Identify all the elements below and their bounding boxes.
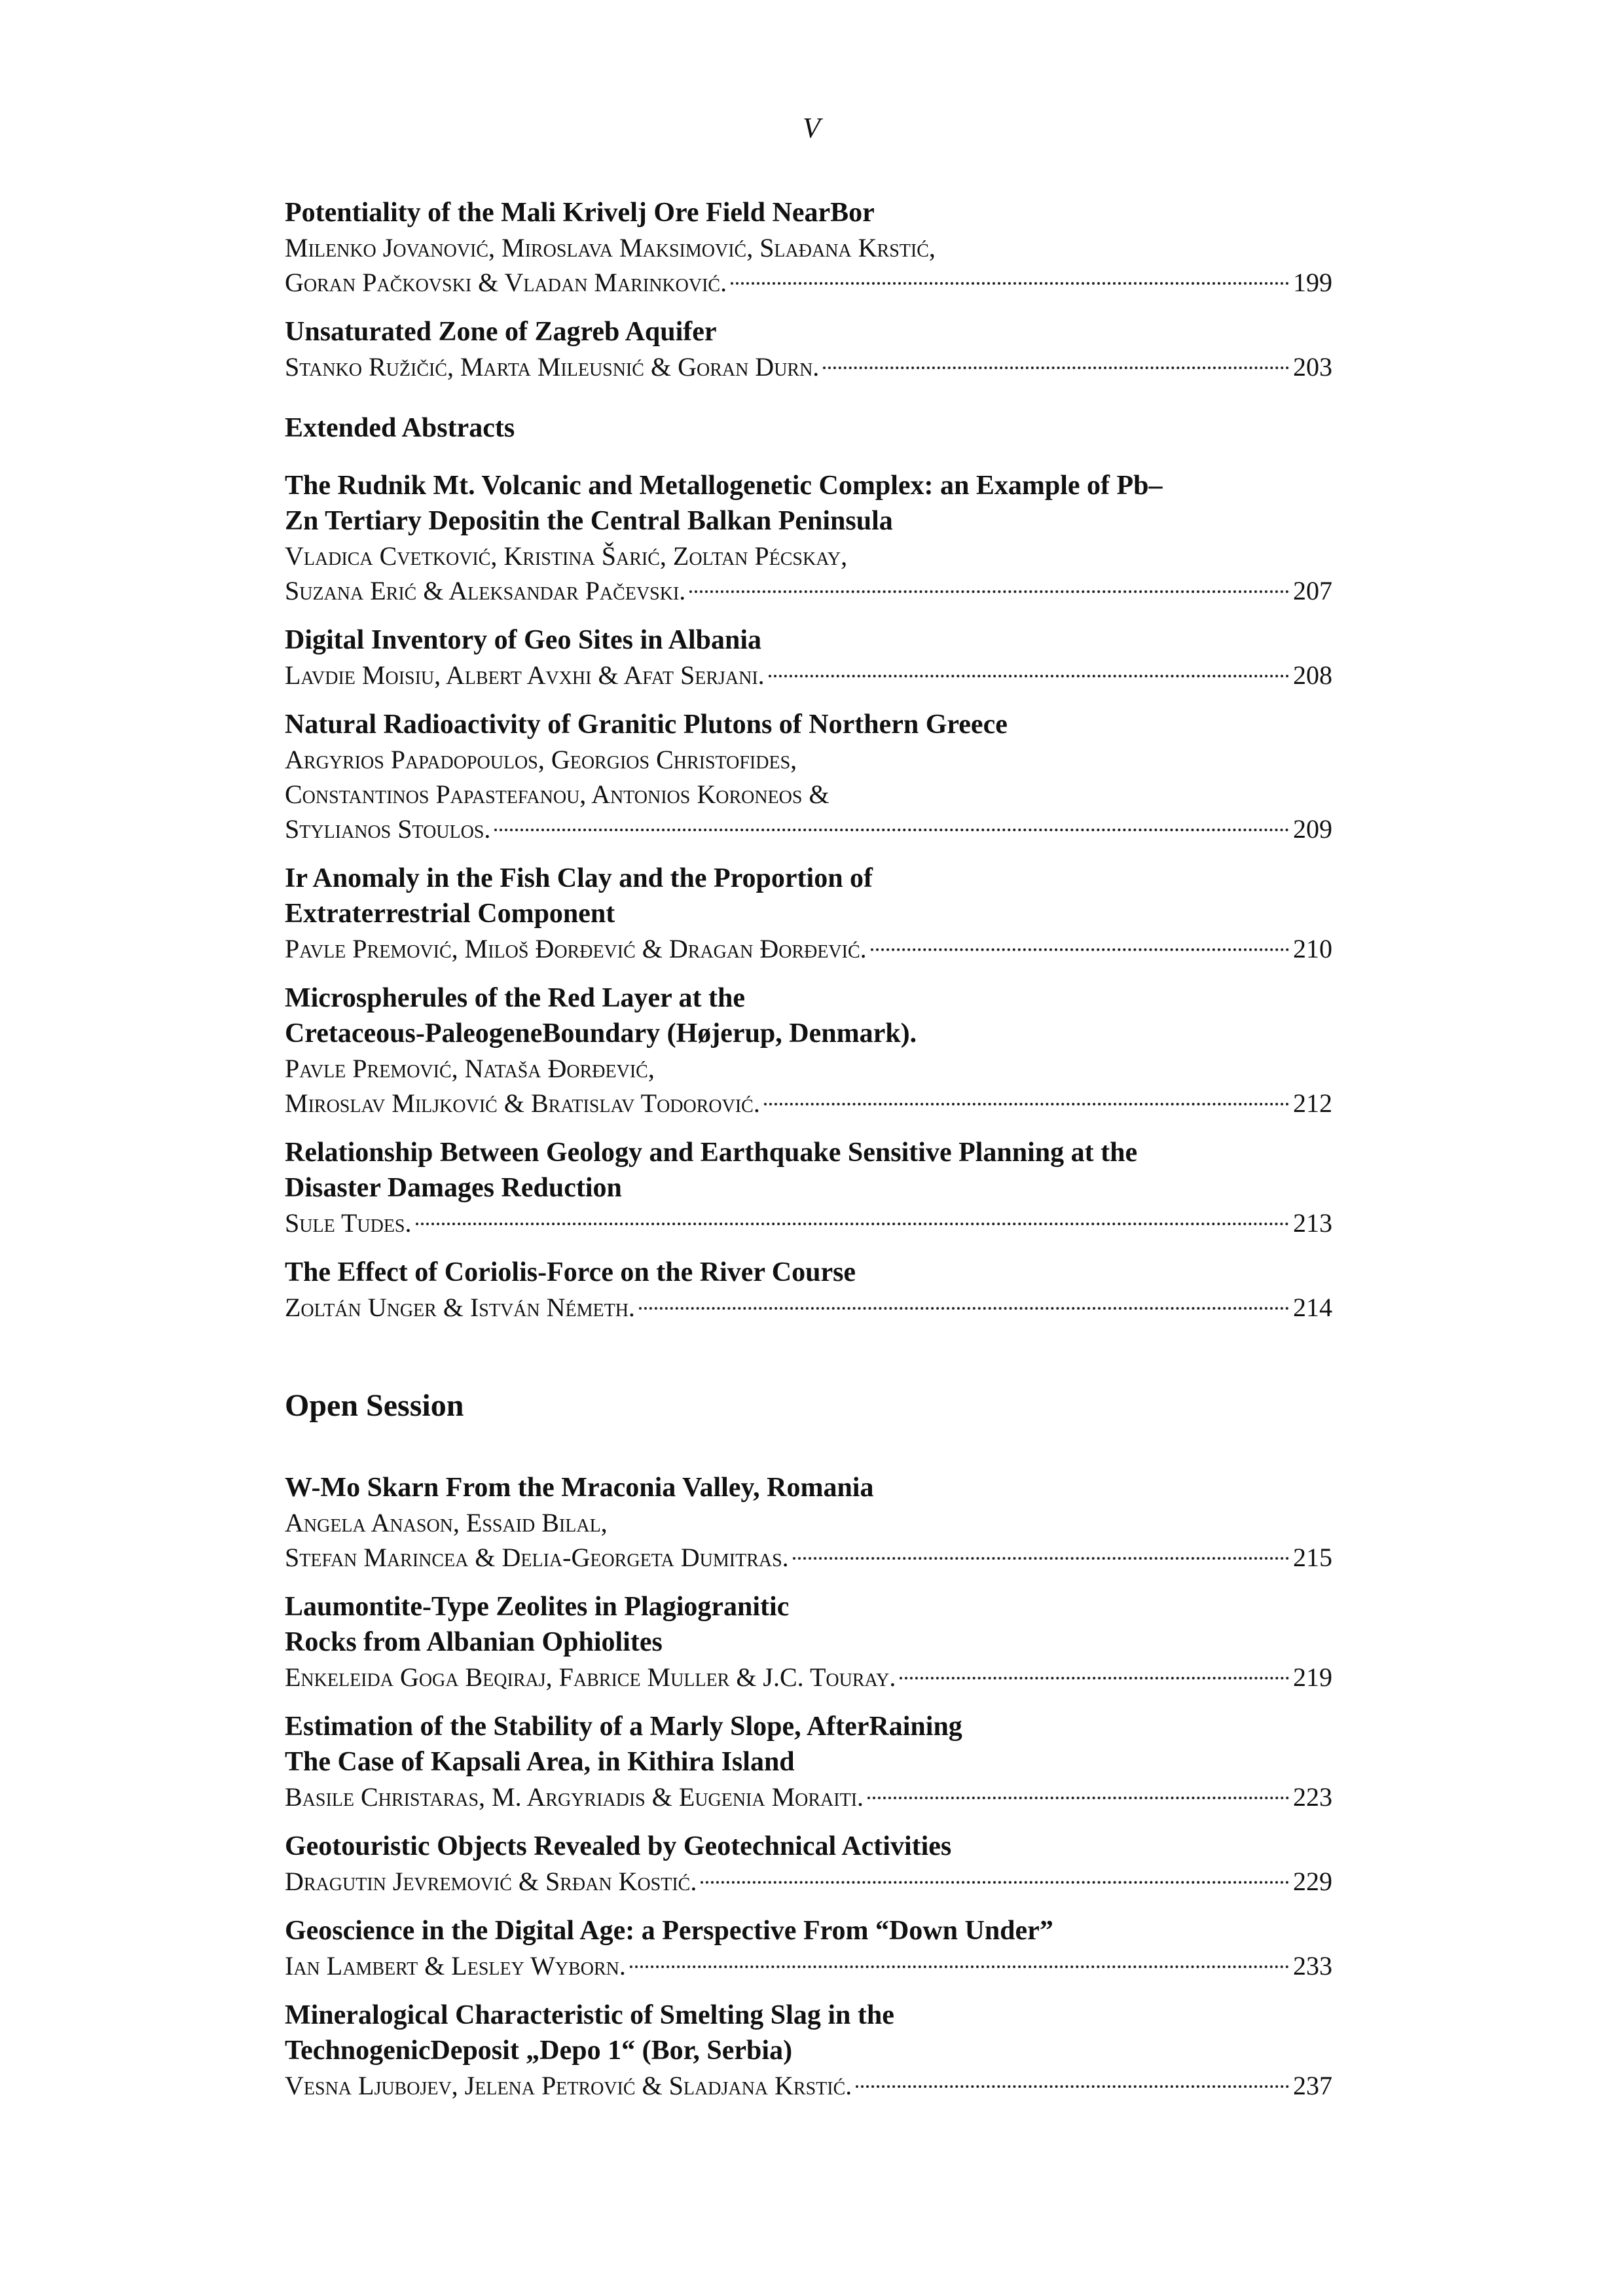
entry-page-number: 208: [1293, 660, 1332, 690]
toc-entry: [285, 1135, 1332, 1240]
entry-page-number: 212: [1293, 1088, 1332, 1118]
entry-page-number: 199: [1293, 268, 1332, 297]
entry-authors-row: [285, 1540, 1332, 1575]
toc-entry: [285, 468, 1332, 608]
entry-authors-line: Miroslav Miljković & Bratislav Todorović.: [285, 1088, 760, 1118]
dot-leader: [416, 1223, 1289, 1225]
entry-title-line: Potentiality of the Mali Krivelj Ore Field NearBor: [285, 198, 875, 228]
entry-page-number: 203: [1293, 352, 1332, 382]
entry-page-number: 237: [1293, 2071, 1332, 2100]
entry-authors-line: Pavle Premović, Nataša Đorđević,: [285, 1054, 655, 1083]
entry-authors-row: [285, 1864, 1332, 1899]
toc-entry: [285, 707, 1332, 846]
toc-entry: [285, 314, 1332, 384]
entry-title-line: Unsaturated Zone of Zagreb Aquifer: [285, 317, 717, 347]
entry-authors-line: Stefan Marincea & Delia-Georgeta Dumitras.: [285, 1543, 789, 1572]
toc-entry: [285, 1829, 1332, 1899]
entry-title-line: Relationship Between Geology and Earthquake Sensitive Planning at the: [285, 1138, 1138, 1168]
entry-page-number: 207: [1293, 576, 1332, 605]
dot-leader: [494, 829, 1289, 831]
table-of-contents: [285, 195, 1332, 2117]
entry-title-line: Cretaceous-PaleogeneBoundary (Højerup, Denmark).: [285, 1018, 917, 1049]
entry-title-line: Natural Radioactivity of Granitic Plutons of Northern Greece: [285, 709, 1008, 740]
dot-leader: [900, 1677, 1289, 1679]
entry-page-number: 219: [1293, 1662, 1332, 1692]
entry-authors-line: Vladica Cvetković, Kristina Šarić, Zoltan Pécskay,: [285, 541, 848, 571]
entry-page-number: 210: [1293, 934, 1332, 963]
entry-authors-line: Stylianos Stoulos.: [285, 814, 491, 844]
toc-entry: [285, 1913, 1332, 1983]
entry-page-number: 214: [1293, 1293, 1332, 1322]
dot-leader: [769, 675, 1289, 677]
entry-title-line: Rocks from Albanian Ophiolites: [285, 1627, 663, 1657]
toc-entry: [285, 1589, 1332, 1695]
entry-authors-line: Basile Christaras, M. Argyriadis & Eugenia Moraiti.: [285, 1782, 864, 1812]
toc-entry: [285, 1709, 1332, 1814]
entry-authors-row: [285, 931, 1332, 966]
entry-authors-line: Goran Pačkovski & Vladan Marinković.: [285, 268, 727, 297]
dot-leader: [689, 590, 1289, 593]
dot-leader: [867, 1797, 1289, 1799]
entry-page-number: 229: [1293, 1867, 1332, 1896]
toc-entry: [285, 1998, 1332, 2103]
entry-title-line: Laumontite-Type Zeolites in Plagiogranitic: [285, 1592, 790, 1622]
entry-title-line: Microspherules of the Red Layer at the: [285, 983, 746, 1013]
entry-authors-row: [285, 812, 1332, 846]
entry-title-line: Geoscience in the Digital Age: a Perspective From “Down Under”: [285, 1916, 1053, 1946]
dot-leader: [701, 1881, 1289, 1884]
entry-authors-line: Constantinos Papastefanou, Antonios Koroneos &: [285, 780, 830, 809]
entry-authors-line: Ian Lambert & Lesley Wyborn.: [285, 1951, 626, 1981]
entry-authors-line: Vesna Ljubojev, Jelena Petrović & Sladjana Krstić.: [285, 2071, 852, 2100]
entry-authors-line: Angela Anason, Essaid Bilal,: [285, 1508, 608, 1537]
dot-leader: [639, 1307, 1289, 1310]
entry-authors-line: Zoltán Unger & István Németh.: [285, 1293, 635, 1322]
entry-authors-line: Suzana Erić & Aleksandar Pačevski.: [285, 576, 686, 605]
toc-entry: [285, 861, 1332, 966]
entry-authors-row: [285, 1948, 1332, 1983]
entry-authors-row: [285, 1086, 1332, 1121]
entry-authors-row: [285, 1206, 1332, 1240]
entry-title-line: Zn Tertiary Depositin the Central Balkan Peninsula: [285, 506, 893, 536]
entry-authors-line: Stanko Ružičić, Marta Mileusnić & Goran Durn.: [285, 352, 820, 382]
entry-authors-line: Argyrios Papadopoulos, Georgios Christofides,: [285, 745, 797, 774]
entry-authors-row: [285, 658, 1332, 692]
toc-entry: [285, 980, 1332, 1121]
entry-authors-line: Sule Tudes.: [285, 1208, 412, 1238]
dot-leader: [630, 1965, 1289, 1968]
entry-authors-line: Milenko Jovanović, Miroslava Maksimović, Slađana Krstić,: [285, 233, 936, 262]
toc-entry: [285, 622, 1332, 692]
entry-title-line: Mineralogical Characteristic of Smelting Slag in the: [285, 2000, 894, 2030]
toc-entry: [285, 195, 1332, 300]
toc-entry: [285, 1255, 1332, 1325]
entry-title-line: The Rudnik Mt. Volcanic and Metallogenetic Complex: an Example of Pb–: [285, 471, 1163, 501]
entry-authors-line: Enkeleida Goga Beqiraj, Fabrice Muller & J.C. Touray.: [285, 1662, 896, 1692]
entry-page-number: 233: [1293, 1951, 1332, 1981]
dot-leader: [823, 367, 1289, 369]
entry-authors-line: Lavdie Moisiu, Albert Avxhi & Afat Serjani.: [285, 660, 765, 690]
entry-authors-line: Dragutin Jevremović & Srđan Kostić.: [285, 1867, 697, 1896]
section-heading: Open Session: [285, 1388, 464, 1423]
entry-authors-row: [285, 1660, 1332, 1695]
dot-leader: [731, 282, 1289, 285]
entry-page-number: 209: [1293, 814, 1332, 844]
entry-page-number: 223: [1293, 1782, 1332, 1812]
entry-title-line: W-Mo Skarn From the Mraconia Valley, Romania: [285, 1473, 874, 1503]
page-number: V: [803, 112, 820, 144]
entry-title-line: Ir Anomaly in the Fish Clay and the Proportion of: [285, 863, 873, 893]
toc-entry: [285, 1470, 1332, 1575]
entry-authors-row: [285, 2068, 1332, 2103]
entry-title-line: Extraterrestrial Component: [285, 899, 615, 929]
entry-page-number: 215: [1293, 1543, 1332, 1572]
entry-title-line: The Case of Kapsali Area, in Kithira Island: [285, 1747, 795, 1777]
subsection-heading: Extended Abstracts: [285, 413, 515, 443]
entry-authors-row: [285, 350, 1332, 384]
dot-leader: [793, 1557, 1289, 1560]
dot-leader: [856, 2085, 1289, 2088]
entry-title-line: TechnogenicDeposit „Depo 1“ (Bor, Serbia): [285, 2036, 793, 2066]
dot-leader: [871, 948, 1289, 951]
entry-title-line: The Effect of Coriolis-Force on the River Course: [285, 1257, 856, 1287]
entry-authors-row: [285, 573, 1332, 608]
entry-authors-row: [285, 1780, 1332, 1814]
entry-title-line: Geotouristic Objects Revealed by Geotechnical Activities: [285, 1831, 952, 1861]
entry-page-number: 213: [1293, 1208, 1332, 1238]
dot-leader: [764, 1103, 1289, 1105]
entry-authors-row: [285, 1290, 1332, 1325]
entry-title-line: Digital Inventory of Geo Sites in Albania: [285, 625, 762, 655]
entry-authors-line: Pavle Premović, Miloš Đorđević & Dragan Đorđević.: [285, 934, 867, 963]
entry-authors-row: [285, 265, 1332, 300]
entry-title-line: Disaster Damages Reduction: [285, 1173, 622, 1203]
entry-title-line: Estimation of the Stability of a Marly Slope, AfterRaining: [285, 1712, 962, 1742]
